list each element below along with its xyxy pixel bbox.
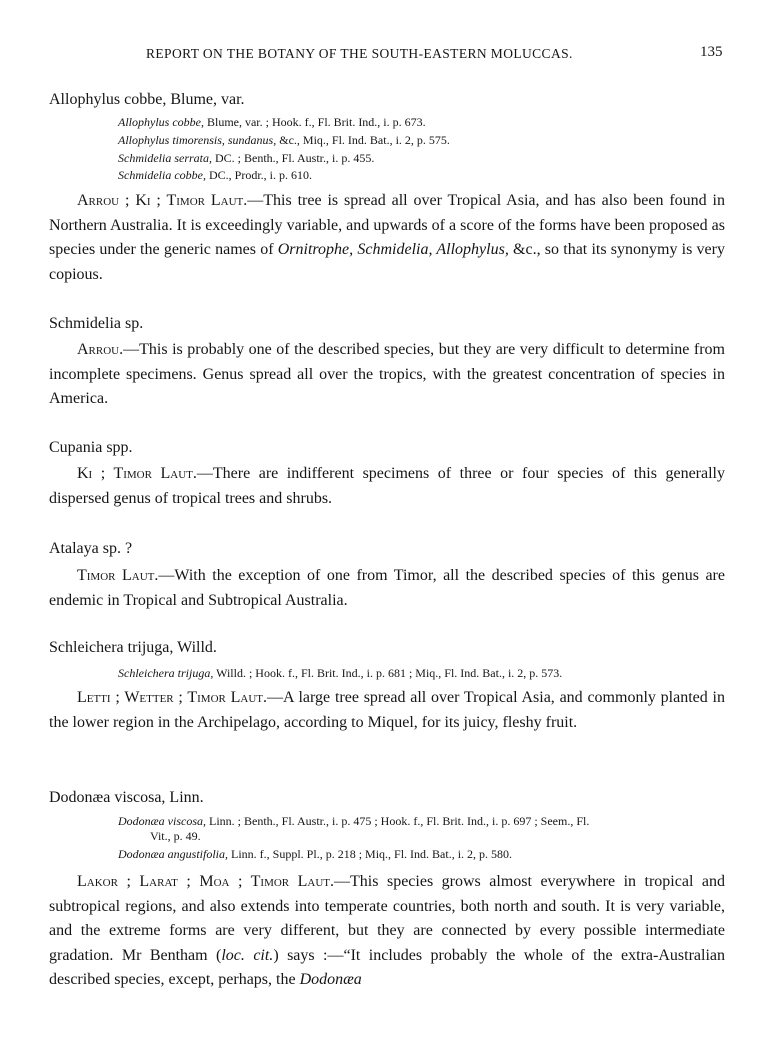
- locality-list: Letti ; Wetter ; Timor Laut.: [77, 689, 268, 706]
- citation: loc. cit.: [221, 946, 274, 964]
- locality-list: Ki ; Timor Laut.: [77, 465, 197, 482]
- locality-list: Timor Laut.: [77, 567, 159, 584]
- species-heading-schleichera: Schleichera trijuga, Willd.: [49, 639, 217, 656]
- synonym-reference: DC. ; Benth., Fl. Austr., i. p. 455.: [212, 151, 375, 165]
- synonym-line: [118, 133, 450, 148]
- genus-names: Ornitrophe, Schmidelia, Allophylus,: [277, 241, 509, 258]
- description-text: —There are indifferent specimens of three or four species of this generally dispersed genus of tropical trees and shrubs.: [49, 465, 725, 507]
- synonym-line: [118, 666, 562, 681]
- description-text: —A large tree spread all over Tropical Asia, and commonly planted in the lower region in the Archipelago, according to Miquel, for its juicy, fleshy fruit.: [49, 689, 725, 731]
- synonym-line: [118, 847, 730, 862]
- description-text: —This species grows almost everywhere in tropical and subtropical regions, and also extends into temperate countries, both north and south. It is very variable, and the extreme forms are very different, but they are connected by every possible intermediate gradation. Mr Bentham (: [49, 873, 726, 964]
- synonym-block: [118, 814, 730, 862]
- synonym-name: Schmidelia serrata,: [118, 151, 212, 165]
- synonym-name: Allophylus timorensis, sundanus,: [118, 133, 277, 147]
- species-description: [49, 564, 725, 613]
- synonym-reference: DC., Prodr., i. p. 610.: [205, 168, 312, 182]
- locality-list: Arrou.: [77, 341, 124, 358]
- species-heading-allophylus: Allophylus cobbe, Blume, var.: [49, 91, 245, 108]
- species-heading-dodonaea: Dodonæa viscosa, Linn.: [49, 789, 204, 806]
- running-title: REPORT ON THE BOTANY OF THE SOUTH-EASTERN MOLUCCAS.: [146, 46, 573, 61]
- species-description: [49, 686, 725, 735]
- genus-name: Dodonæa: [299, 971, 362, 988]
- page-number: 135: [700, 44, 723, 60]
- locality-list: Lakor ; Larat ; Moa ; Timor Laut.: [77, 873, 335, 890]
- description-text: —This tree is spread all over Tropical Asia, and has also been found in Northern Australia. It is exceedingly variable, and upwards of a score of the forms have been proposed as species under the generic names of: [49, 192, 725, 258]
- synonym-reference: Linn. ; Benth., Fl. Austr., i. p. 475 ; Hook. f., Fl. Brit. Ind., i. p. 697 ; Seem., Fl.: [206, 814, 590, 828]
- description-text: ) says :—“It includes probably the whole of the extra-Australian described species, except, perhaps, the: [49, 946, 725, 988]
- synonym-line: [118, 151, 374, 166]
- species-description: [49, 338, 725, 412]
- species-description: [49, 189, 725, 287]
- species-description: [49, 870, 725, 993]
- synonym-name: Dodonæa angustifolia,: [118, 847, 229, 861]
- synonym-name: Dodonæa viscosa,: [118, 814, 206, 828]
- synonym-line: [118, 168, 312, 183]
- species-heading-atalaya: Atalaya sp. ?: [49, 540, 133, 557]
- synonym-reference: &c., Miq., Fl. Ind. Bat., i. 2, p. 575.: [276, 133, 450, 147]
- synonym-name: Schmidelia cobbe,: [118, 168, 206, 182]
- species-heading-cupania: Cupania spp.: [49, 439, 133, 456]
- species-description: [49, 462, 725, 511]
- locality-list: Arrou ; Ki ; Timor Laut.: [77, 192, 248, 209]
- synonym-reference: Willd. ; Hook. f., Fl. Brit. Ind., i. p. 681 ; Miq., Fl. Ind. Bat., i. 2, p. 573.: [213, 666, 563, 680]
- synonym-name: Allophylus cobbe,: [118, 115, 204, 129]
- synonym-line: [118, 814, 730, 829]
- synonym-name: Schleichera trijuga,: [118, 666, 214, 680]
- synonym-line: [118, 115, 426, 130]
- synonym-reference: Linn. f., Suppl. Pl., p. 218 ; Miq., Fl. Ind. Bat., i. 2, p. 580.: [228, 847, 513, 861]
- description-text: —With the exception of one from Timor, all the described species of this genus are endemic in Tropical and Subtropical Australia.: [49, 567, 725, 609]
- description-text: &c., so that its synonymy is very copious.: [49, 241, 725, 283]
- species-heading-schmidelia: Schmidelia sp.: [49, 315, 144, 332]
- description-text: —This is probably one of the described species, but they are very difficult to determine from incomplete specimens. Genus spread all over the tropics, with the greatest concentration of species in America.: [49, 341, 725, 407]
- synonym-reference-continued: Vit., p. 49.: [150, 829, 201, 843]
- synonym-reference: Blume, var. ; Hook. f., Fl. Brit. Ind., i. p. 673.: [203, 115, 426, 129]
